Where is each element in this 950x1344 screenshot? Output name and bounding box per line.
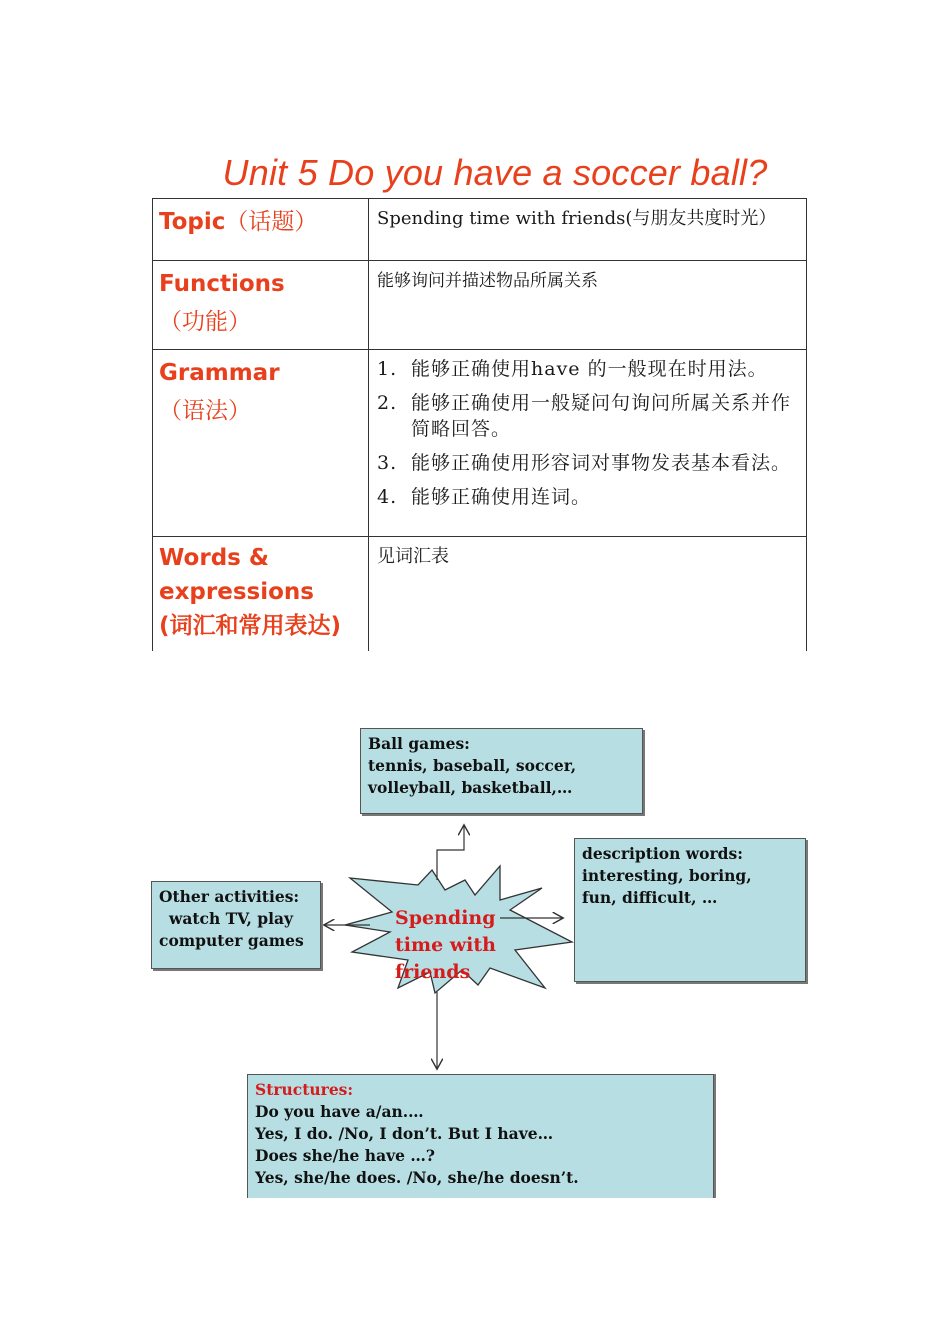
structures-line4: Yes, she/he does. /No, she/he doesn’t. — [255, 1168, 579, 1187]
structures-line3: Does she/he have …? — [255, 1146, 435, 1165]
structures-line1: Do you have a/an.… — [255, 1102, 424, 1121]
grammar-label: Grammar — [159, 360, 280, 386]
grammar-item-number: 3. — [377, 452, 398, 474]
words-label-line2: expressions — [159, 579, 314, 605]
grammar-item-text: 能够正确使用形容词对事物发表基本看法。 — [411, 452, 792, 474]
central-topic-line1: Spending — [395, 907, 496, 929]
other-line3: computer games — [159, 931, 304, 950]
description-line3: fun, difficult, … — [582, 888, 718, 907]
structures-line2: Yes, I do. /No, I don’t. But I have… — [255, 1124, 554, 1143]
description-words-box — [574, 838, 806, 982]
structures-heading: Structures: — [255, 1080, 354, 1099]
structures-box — [247, 1074, 714, 1198]
words-label-cn: (词汇和常用表达) — [159, 613, 342, 639]
grammar-item-text: 能够正确使用连词。 — [411, 486, 592, 508]
other-line2: watch TV, play — [169, 909, 294, 928]
central-topic-line2: time with — [395, 934, 496, 956]
words-label-line1: Words & — [159, 545, 269, 571]
ball-games-line2: tennis, baseball, soccer, — [368, 756, 577, 775]
other-activities-box — [151, 881, 321, 969]
functions-label: Functions — [159, 271, 285, 297]
grammar-item-text: 能够正确使用一般疑问句询问所属关系并作简略回答。 — [411, 392, 792, 440]
description-line2: interesting, boring, — [582, 866, 752, 885]
arrow-to-ball-games — [437, 826, 464, 880]
words-value: 见词汇表 — [369, 537, 807, 651]
ball-games-heading: Ball games: — [368, 734, 470, 753]
grammar-item-number: 2. — [377, 392, 398, 414]
topic-label-cn: （话题） — [225, 209, 318, 235]
central-topic — [395, 905, 505, 986]
grammar-label-cn: （语法） — [159, 398, 251, 424]
topic-label: Topic — [159, 209, 226, 235]
grammar-item-text: 能够正确使用have 的一般现在时用法。 — [411, 358, 768, 380]
page-title: Unit 5 Do you have a soccer ball? — [222, 152, 768, 193]
other-heading: Other activities: — [159, 887, 300, 906]
central-topic-line3: friends — [395, 961, 471, 983]
grammar-item-number: 4. — [377, 486, 398, 508]
topic-value: Spending time with friends(与朋友共度时光） — [369, 199, 807, 261]
description-heading: description words: — [582, 844, 743, 863]
functions-value: 能够询问并描述物品所属关系 — [369, 261, 807, 350]
functions-label-cn: （功能） — [159, 309, 251, 335]
ball-games-line3: volleyball, basketball,… — [368, 778, 573, 797]
grammar-item-number: 1. — [377, 358, 398, 380]
ball-games-box — [360, 728, 643, 814]
